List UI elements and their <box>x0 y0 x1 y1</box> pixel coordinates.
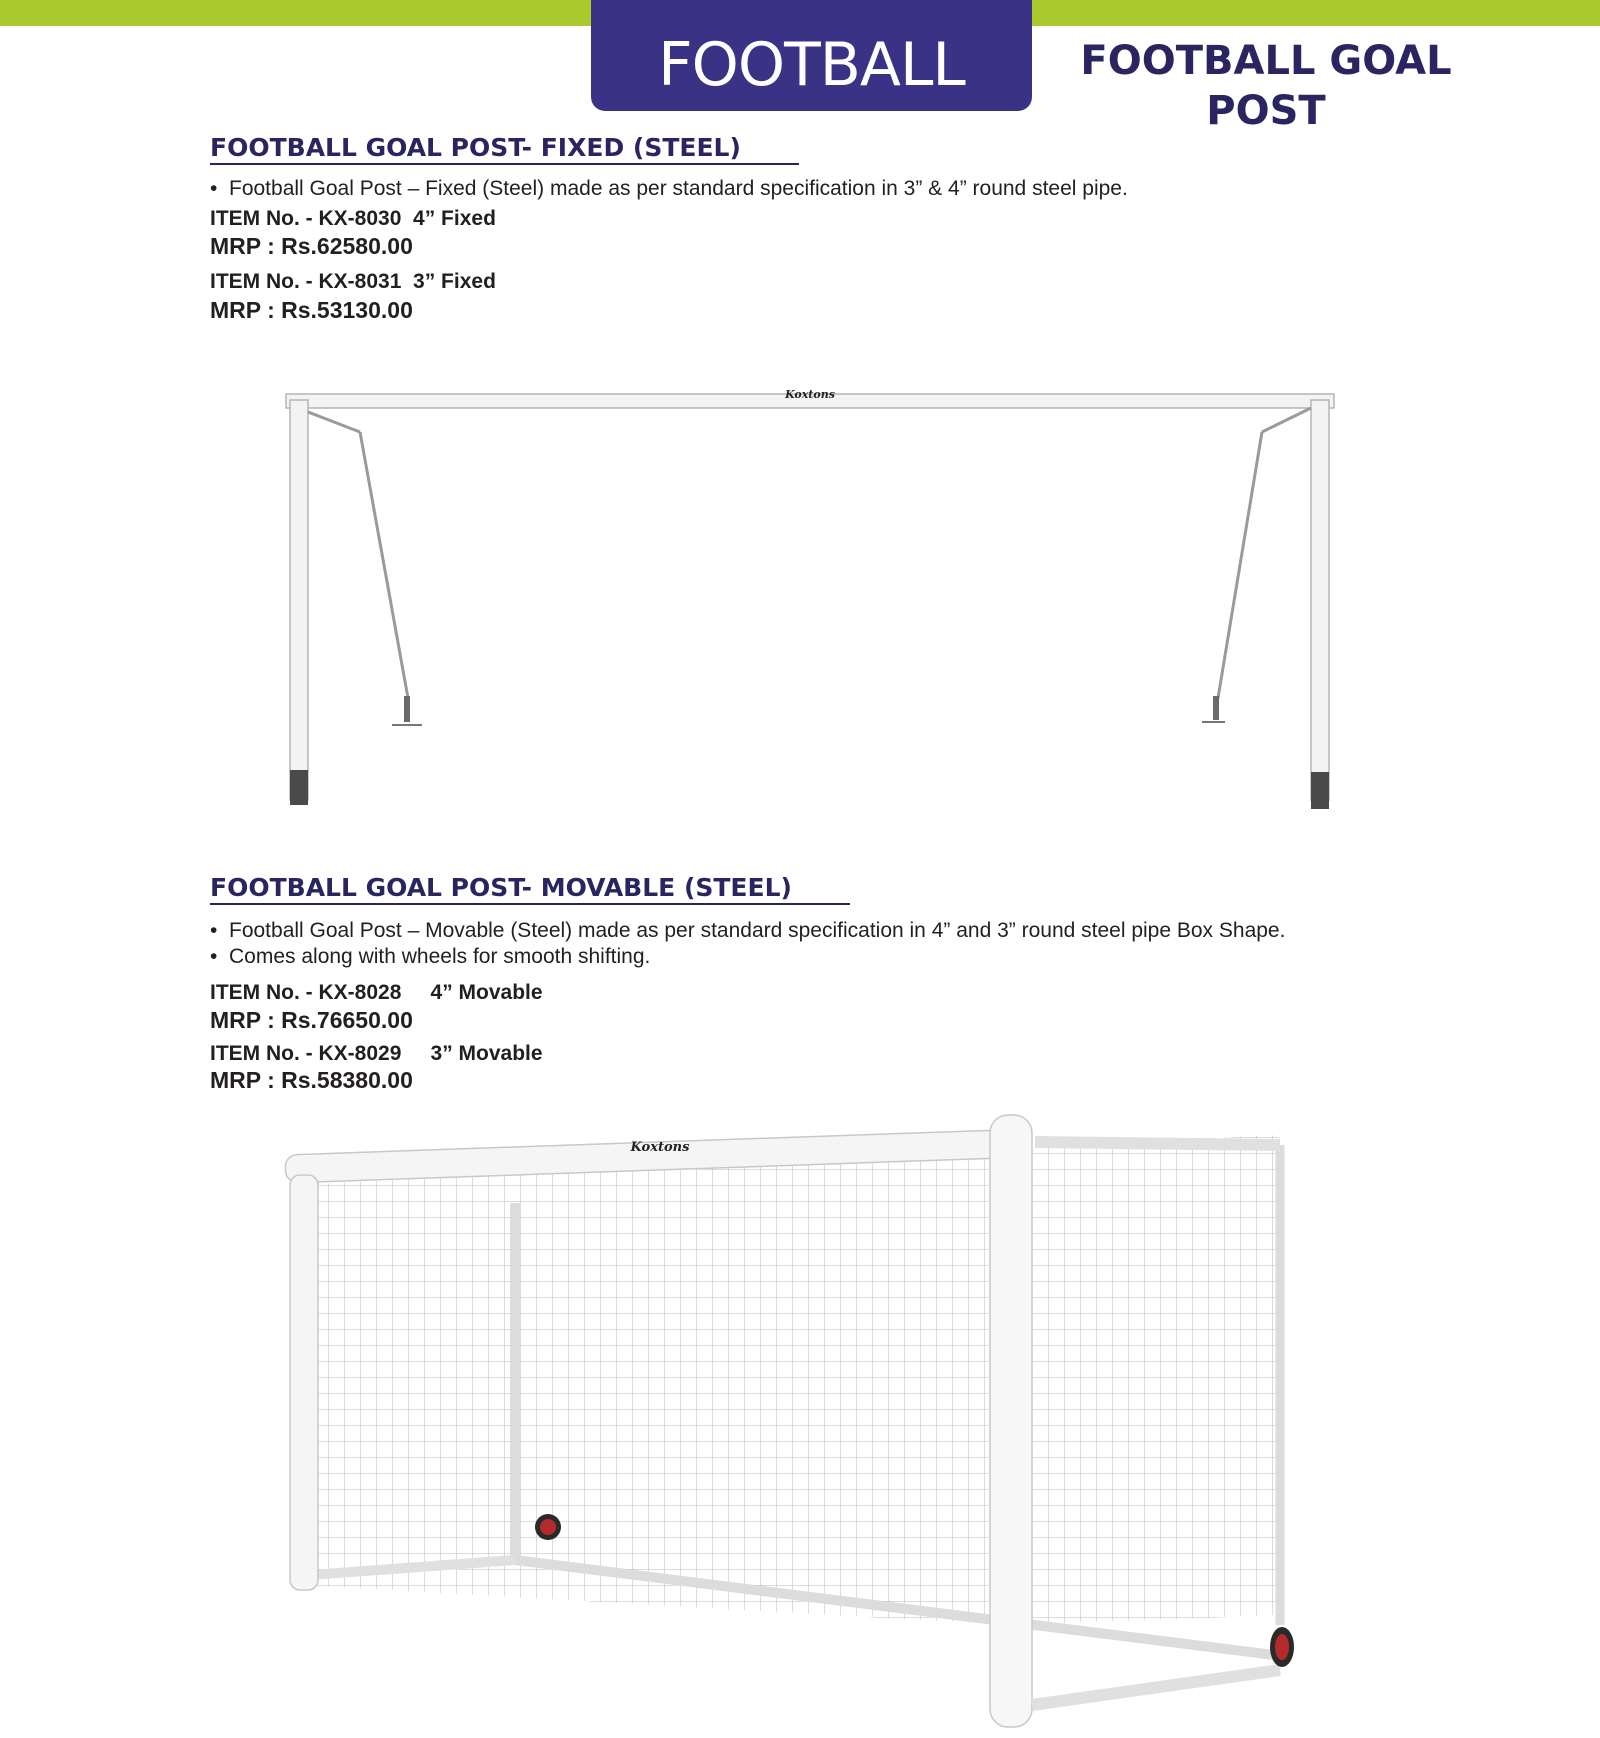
fixed-item-2: ITEM No. - KX-8031 3” Fixed <box>210 270 496 293</box>
page-title-line1: FOOTBALL GOAL <box>1080 38 1452 84</box>
movable-goal-post-image <box>280 1105 1320 1735</box>
movable-item-1: ITEM No. - KX-8028 4” Movable <box>210 981 543 1004</box>
fixed-mrp-1: MRP : Rs.62580.00 <box>210 233 413 259</box>
movable-section-title: FOOTBALL GOAL POST- MOVABLE (STEEL) <box>210 873 850 905</box>
category-tab-label: FOOTBALL <box>658 30 965 100</box>
fixed-item-1: ITEM No. - KX-8030 4” Fixed <box>210 207 496 230</box>
fixed-section-title: FOOTBALL GOAL POST- FIXED (STEEL) <box>210 133 799 165</box>
page-title <box>1058 36 1474 136</box>
movable-bullet-2: • Comes along with wheels for smooth shifting. <box>210 943 650 970</box>
fixed-description: • Football Goal Post – Fixed (Steel) made as per standard specification in 3” & 4” round steel pipe. <box>210 175 1128 202</box>
movable-mrp-2: MRP : Rs.58380.00 <box>210 1067 413 1093</box>
page-title-line2: POST <box>1206 88 1326 134</box>
fixed-mrp-2: MRP : Rs.53130.00 <box>210 297 413 323</box>
fixed-image-brand: Koxtons <box>785 388 835 401</box>
movable-image-brand: Koxtons <box>630 1140 690 1155</box>
fixed-goal-post-image <box>280 380 1340 825</box>
movable-item-2: ITEM No. - KX-8029 3” Movable <box>210 1042 543 1065</box>
movable-bullet-1: • Football Goal Post – Movable (Steel) made as per standard specification in 4” and 3” round steel pipe Box Shape. <box>210 917 1285 944</box>
movable-mrp-1: MRP : Rs.76650.00 <box>210 1007 413 1033</box>
category-tab <box>591 0 1032 111</box>
